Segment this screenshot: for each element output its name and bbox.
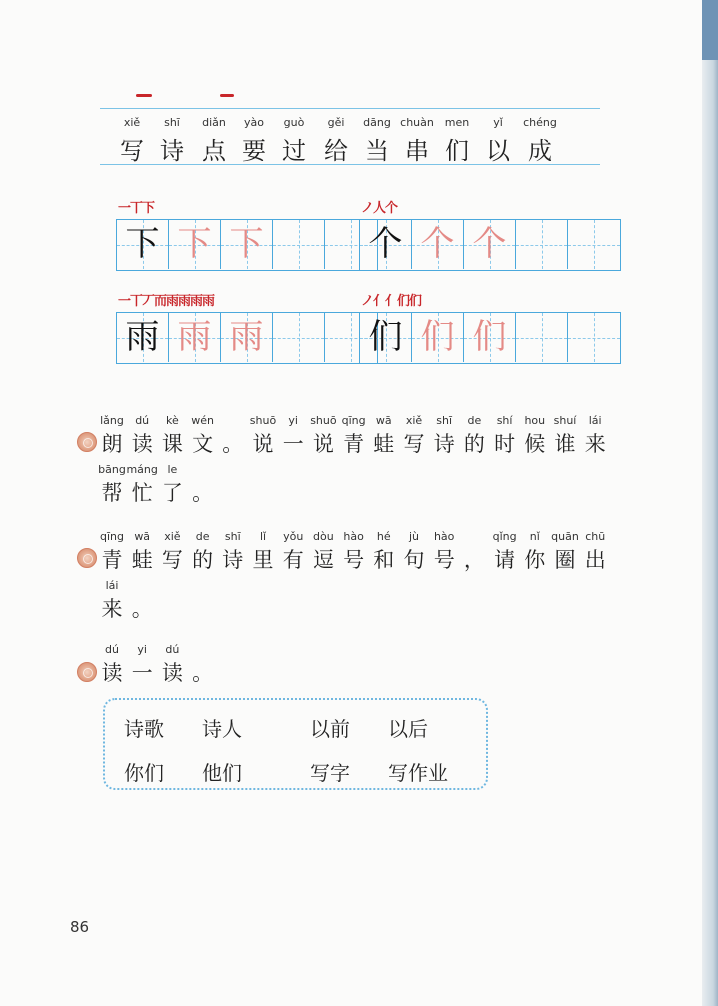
hanzi: 。 [192, 481, 214, 505]
pinyin: shuō [249, 414, 277, 427]
vocab-char: 写 [120, 137, 144, 165]
hanzi: 的 [192, 548, 214, 572]
pinyin: dú [135, 414, 150, 427]
hanzi: 读 [131, 432, 153, 456]
pinyin: xiě [164, 530, 181, 543]
section-mark-right [220, 94, 234, 97]
vocab-pinyin: chuàn [400, 116, 434, 129]
pinyin: dú [105, 643, 119, 656]
reading-word: 以后 [388, 717, 428, 741]
pinyin: máng [126, 463, 158, 476]
pinyin: shī [224, 530, 241, 543]
hanzi: 说 [312, 432, 334, 456]
hanzi: 青 [343, 432, 365, 456]
pinyin: wā [375, 414, 392, 427]
hanzi: 的 [463, 432, 485, 456]
vocab-pinyin: chéng [523, 116, 557, 129]
pinyin: lái [588, 414, 602, 427]
hanzi: 里 [252, 548, 274, 572]
vocab-pinyin: shī [164, 116, 180, 129]
pinyin: qīng [341, 414, 366, 427]
grid-cell [412, 220, 464, 269]
pinyin: lǎng [100, 414, 124, 427]
hanzi: 来 [584, 432, 606, 456]
model-char: 雨 [125, 317, 160, 357]
hanzi: 号 [433, 548, 455, 572]
pinyin: de [195, 530, 210, 543]
writing-grid [116, 219, 378, 271]
pinyin: hé [376, 530, 391, 543]
hanzi: 诗 [222, 548, 244, 572]
vocab-char: 点 [202, 137, 226, 165]
hanzi: 号 [343, 548, 365, 572]
vocab-char: 给 [324, 137, 348, 165]
grid-cell [464, 220, 516, 269]
page-edge-band [702, 0, 718, 60]
hanzi: 忙 [131, 481, 153, 505]
grid-cell [169, 313, 221, 362]
vocab-char: 要 [242, 137, 266, 165]
pinyin: hou [524, 414, 546, 427]
pinyin: de [467, 414, 482, 427]
hanzi: 课 [161, 432, 183, 456]
grid-cell [516, 313, 568, 362]
hanzi: 朗 [101, 432, 123, 456]
pinyin: quān [551, 530, 579, 543]
stroke-order: 一丅丆而雨雨雨雨 [118, 294, 215, 309]
flower-bullet-icon [77, 432, 97, 452]
reading-word: 你们 [124, 761, 164, 785]
pinyin: bāng [98, 463, 126, 476]
vocab-pinyin: guò [283, 116, 305, 129]
pinyin: chū [585, 530, 606, 543]
trace-char: 个 [420, 224, 455, 264]
hanzi: 帮 [101, 481, 123, 505]
page-edge [702, 0, 718, 1006]
grid-cell [117, 313, 169, 362]
hanzi: 一 [131, 661, 153, 685]
trace-char: 下 [177, 224, 212, 264]
vocab-char: 们 [445, 137, 469, 165]
hanzi: 青 [101, 548, 123, 572]
hanzi: 圈 [554, 548, 576, 572]
writing-grid [359, 312, 621, 364]
pinyin: shuō [310, 414, 337, 427]
hanzi: 一 [282, 432, 304, 456]
trace-char: 们 [472, 317, 507, 357]
vocab-pinyin: diǎn [202, 116, 226, 129]
hanzi: 句 [403, 548, 425, 572]
pinyin: xiě [405, 414, 423, 427]
flower-bullet-icon [77, 548, 97, 568]
hanzi: 你 [524, 548, 546, 572]
hanzi: 和 [373, 548, 395, 572]
writing-grid [116, 312, 378, 364]
stroke-order: 一丅下 [118, 201, 155, 216]
model-char: 个 [368, 224, 403, 264]
writing-grid [359, 219, 621, 271]
pinyin: qǐng [492, 530, 517, 543]
pinyin: hào [343, 530, 364, 543]
pinyin: shī [436, 414, 453, 427]
pinyin: lǐ [259, 530, 267, 543]
pinyin: jù [408, 530, 420, 543]
hanzi: 读 [161, 661, 183, 685]
vocab-char: 成 [528, 137, 552, 165]
grid-cell [221, 313, 273, 362]
pinyin: wén [191, 414, 214, 427]
vocab-pinyin: gěi [327, 116, 345, 129]
hanzi: 时 [494, 432, 516, 456]
trace-char: 雨 [177, 317, 212, 357]
vocab-pinyin: xiě [123, 116, 141, 129]
hanzi: 诗 [433, 432, 455, 456]
pinyin: qīng [100, 530, 124, 543]
vocab-char: 以 [486, 137, 510, 165]
hanzi: 谁 [554, 432, 576, 456]
vocab-char: 诗 [160, 137, 184, 165]
reading-word: 以前 [310, 717, 350, 741]
grid-cell [169, 220, 221, 269]
grid-cell [360, 313, 412, 362]
grid-cell [464, 313, 516, 362]
pinyin: yi [288, 414, 298, 427]
pinyin: lái [105, 579, 119, 592]
pinyin: yǒu [283, 530, 304, 543]
reading-word: 诗歌 [124, 717, 164, 741]
grid-cell [412, 313, 464, 362]
grid-cell [516, 220, 568, 269]
vocab-pinyin: dāng [363, 116, 391, 129]
vocab-pinyin: yǐ [493, 116, 503, 129]
grid-cell [568, 220, 620, 269]
trace-char: 雨 [229, 317, 264, 357]
model-char: 们 [368, 317, 403, 357]
hanzi: 文 [192, 432, 214, 456]
hanzi: 读 [101, 661, 123, 685]
hanzi: 写 [161, 548, 183, 572]
vocab-char: 过 [282, 137, 306, 165]
hanzi: 蛙 [131, 548, 153, 572]
pinyin: hào [433, 530, 455, 543]
trace-char: 们 [420, 317, 455, 357]
hanzi: 说 [252, 432, 274, 456]
grid-cell [117, 220, 169, 269]
pinyin: nǐ [529, 530, 540, 543]
grid-cell [273, 313, 325, 362]
section-mark-left [136, 94, 152, 97]
grid-cell [273, 220, 325, 269]
hanzi: 有 [282, 548, 304, 572]
model-char: 下 [125, 224, 160, 264]
hanzi: 请 [494, 548, 516, 572]
grid-cell [221, 220, 273, 269]
flower-bullet-icon [77, 662, 97, 682]
vocab-top-line [100, 108, 600, 109]
reading-word: 写作业 [388, 761, 448, 785]
hanzi: 蛙 [373, 432, 395, 456]
pinyin: dòu [313, 530, 334, 543]
reading-word: 他们 [202, 761, 242, 785]
hanzi: 逗 [312, 548, 334, 572]
reading-word: 写字 [310, 761, 350, 785]
trace-char: 下 [229, 224, 264, 264]
vocab-char: 串 [405, 137, 429, 165]
pinyin: kè [166, 414, 179, 427]
hanzi: 。 [222, 432, 244, 456]
hanzi: 了 [161, 481, 183, 505]
vocab-pinyin: yào [244, 116, 264, 129]
stroke-order: ノ亻亻们们 [361, 294, 422, 309]
pinyin: wā [134, 530, 151, 543]
hanzi: 来 [101, 597, 123, 621]
pinyin: yi [137, 643, 147, 656]
hanzi: 写 [403, 432, 425, 456]
grid-cell [568, 313, 620, 362]
hanzi: 出 [584, 548, 606, 572]
page-number: 86 [70, 918, 90, 936]
pinyin: le [167, 463, 178, 476]
pinyin: shuí [553, 414, 577, 427]
hanzi: 候 [524, 432, 546, 456]
hanzi: 。 [131, 597, 153, 621]
grid-cell [360, 220, 412, 269]
vocab-char: 当 [365, 137, 389, 165]
reading-word: 诗人 [202, 717, 242, 741]
vocab-pinyin: men [444, 116, 470, 129]
stroke-order: ノ人个 [361, 201, 398, 216]
hanzi: ， [463, 548, 485, 572]
hanzi: 。 [192, 661, 214, 685]
trace-char: 个 [472, 224, 507, 264]
pinyin: shí [496, 414, 513, 427]
pinyin: dú [165, 643, 180, 656]
